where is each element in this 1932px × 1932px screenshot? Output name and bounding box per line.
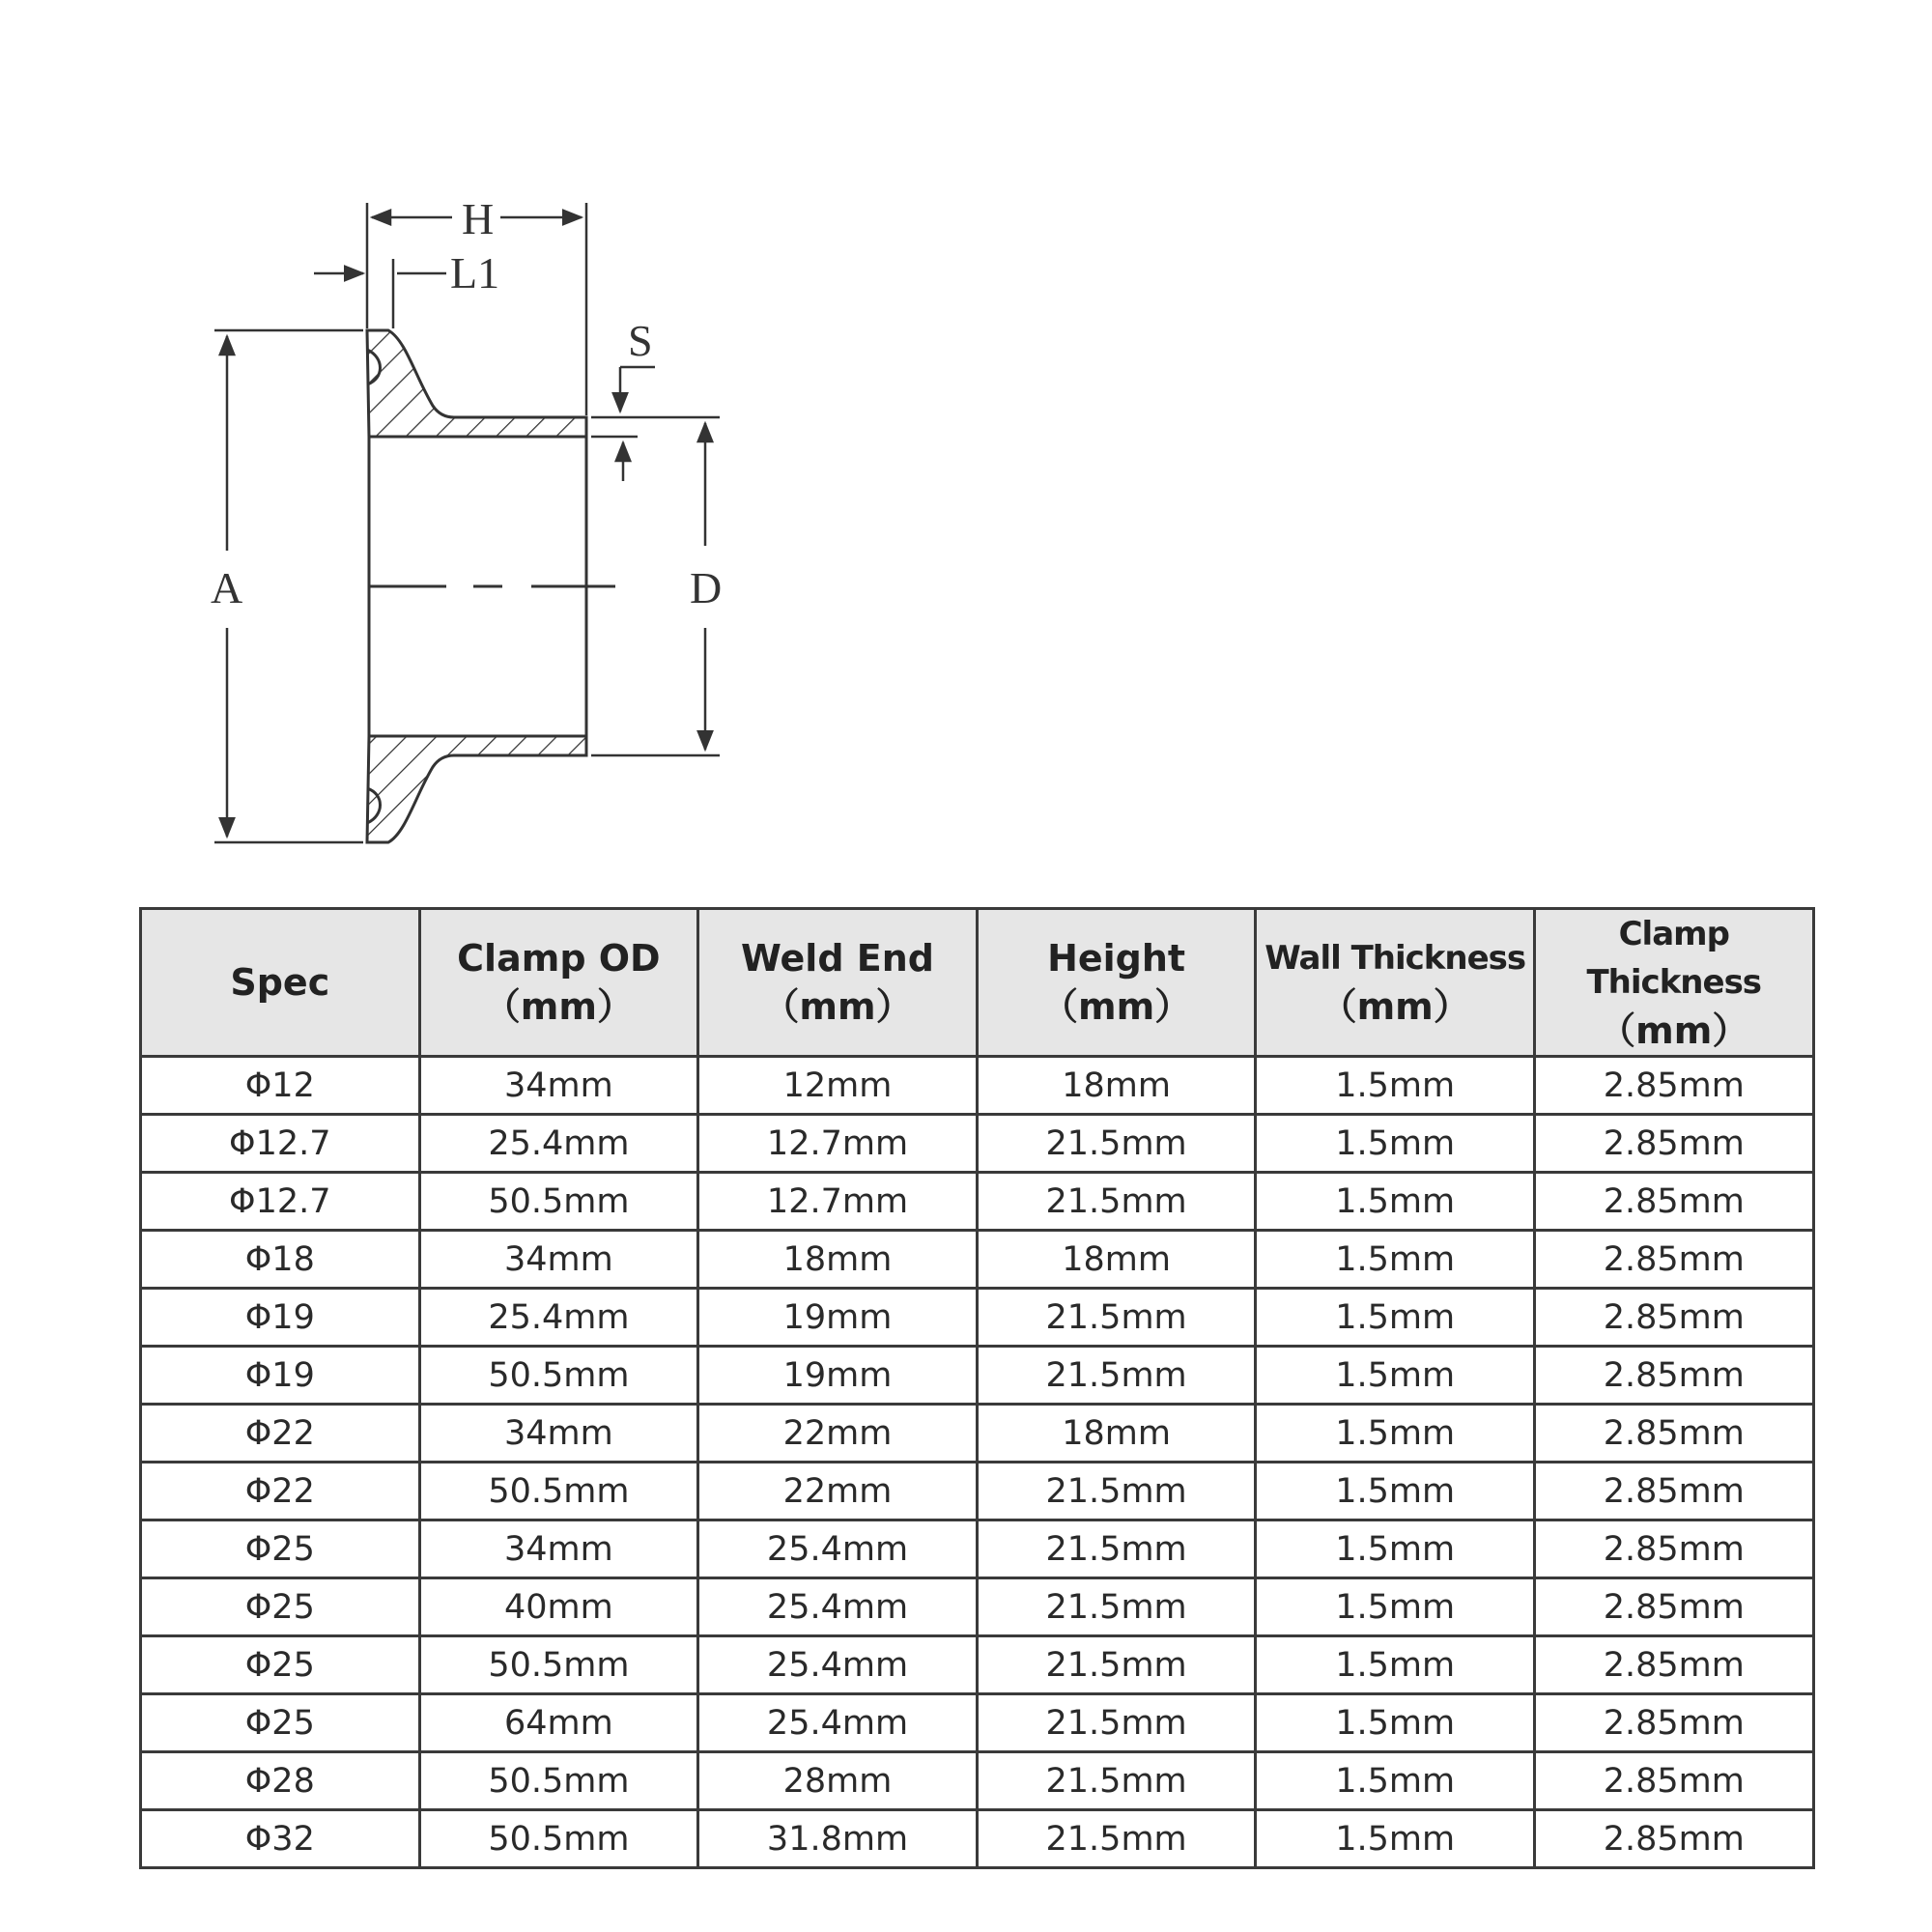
cell-weld-end: 19mm xyxy=(698,1289,978,1347)
cell-height: 21.5mm xyxy=(977,1173,1256,1231)
cell-height: 21.5mm xyxy=(977,1520,1256,1578)
table-row xyxy=(141,1405,1814,1463)
cell-weld-end: 18mm xyxy=(698,1231,978,1289)
table-row xyxy=(141,1636,1814,1694)
cell-spec: Φ12 xyxy=(141,1057,420,1115)
header-clamp-thickness xyxy=(1534,909,1813,1057)
cell-height: 21.5mm xyxy=(977,1289,1256,1347)
cell-weld-end: 25.4mm xyxy=(698,1636,978,1694)
cell-spec: Φ32 xyxy=(141,1810,420,1868)
cell-clamp-thickness: 2.85mm xyxy=(1534,1578,1813,1636)
header-name: Wall Thickness xyxy=(1264,939,1526,978)
cell-weld-end: 31.8mm xyxy=(698,1810,978,1868)
cell-weld-end: 19mm xyxy=(698,1347,978,1405)
cell-clamp-thickness: 2.85mm xyxy=(1534,1347,1813,1405)
cell-wall-thickness: 1.5mm xyxy=(1256,1520,1535,1578)
table-row xyxy=(141,1115,1814,1173)
cell-spec: Φ28 xyxy=(141,1752,420,1810)
label-h: H xyxy=(462,194,495,243)
cell-height: 18mm xyxy=(977,1057,1256,1115)
cell-weld-end: 12mm xyxy=(698,1057,978,1115)
label-d: D xyxy=(690,563,723,612)
header-name: Clamp OD xyxy=(457,937,661,980)
cell-clamp-thickness: 2.85mm xyxy=(1534,1694,1813,1752)
cell-weld-end: 25.4mm xyxy=(698,1520,978,1578)
table-header-row xyxy=(141,909,1814,1057)
header-unit: （mm） xyxy=(762,985,913,1028)
cell-wall-thickness: 1.5mm xyxy=(1256,1231,1535,1289)
cell-height: 21.5mm xyxy=(977,1347,1256,1405)
cell-clamp-od: 25.4mm xyxy=(419,1289,698,1347)
cell-height: 21.5mm xyxy=(977,1810,1256,1868)
cell-height: 18mm xyxy=(977,1405,1256,1463)
cell-clamp-thickness: 2.85mm xyxy=(1534,1810,1813,1868)
cell-height: 21.5mm xyxy=(977,1578,1256,1636)
cell-wall-thickness: 1.5mm xyxy=(1256,1347,1535,1405)
cell-weld-end: 28mm xyxy=(698,1752,978,1810)
table-row xyxy=(141,1578,1814,1636)
cell-clamp-thickness: 2.85mm xyxy=(1534,1231,1813,1289)
table-row xyxy=(141,1520,1814,1578)
ferrule-drawing xyxy=(0,0,1932,869)
cell-height: 21.5mm xyxy=(977,1636,1256,1694)
cell-weld-end: 12.7mm xyxy=(698,1115,978,1173)
cell-clamp-od: 34mm xyxy=(419,1405,698,1463)
cell-wall-thickness: 1.5mm xyxy=(1256,1057,1535,1115)
cell-weld-end: 22mm xyxy=(698,1405,978,1463)
header-spec xyxy=(141,909,420,1057)
table-row xyxy=(141,1057,1814,1115)
cell-spec: Φ25 xyxy=(141,1520,420,1578)
cell-clamp-thickness: 2.85mm xyxy=(1534,1520,1813,1578)
cell-wall-thickness: 1.5mm xyxy=(1256,1289,1535,1347)
cell-weld-end: 25.4mm xyxy=(698,1578,978,1636)
table-row xyxy=(141,1694,1814,1752)
cell-clamp-thickness: 2.85mm xyxy=(1534,1173,1813,1231)
cell-clamp-od: 50.5mm xyxy=(419,1173,698,1231)
header-height xyxy=(977,909,1256,1057)
cell-clamp-od: 50.5mm xyxy=(419,1810,698,1868)
cell-wall-thickness: 1.5mm xyxy=(1256,1752,1535,1810)
cell-clamp-od: 50.5mm xyxy=(419,1752,698,1810)
label-s: S xyxy=(628,316,653,365)
cell-clamp-od: 50.5mm xyxy=(419,1347,698,1405)
cell-clamp-od: 64mm xyxy=(419,1694,698,1752)
cell-clamp-od: 50.5mm xyxy=(419,1463,698,1520)
cell-wall-thickness: 1.5mm xyxy=(1256,1405,1535,1463)
label-a: A xyxy=(211,563,243,612)
table-row xyxy=(141,1463,1814,1520)
cell-wall-thickness: 1.5mm xyxy=(1256,1636,1535,1694)
header-unit: （mm） xyxy=(1320,985,1470,1028)
cell-clamp-od: 25.4mm xyxy=(419,1115,698,1173)
cell-clamp-thickness: 2.85mm xyxy=(1534,1057,1813,1115)
cell-clamp-thickness: 2.85mm xyxy=(1534,1752,1813,1810)
cell-spec: Φ19 xyxy=(141,1347,420,1405)
table-row xyxy=(141,1347,1814,1405)
cell-wall-thickness: 1.5mm xyxy=(1256,1115,1535,1173)
spec-table xyxy=(139,907,1815,1869)
cell-clamp-od: 34mm xyxy=(419,1520,698,1578)
cell-wall-thickness: 1.5mm xyxy=(1256,1578,1535,1636)
header-unit: （mm） xyxy=(1599,1009,1749,1052)
cell-clamp-thickness: 2.85mm xyxy=(1534,1636,1813,1694)
cell-clamp-thickness: 2.85mm xyxy=(1534,1289,1813,1347)
cell-wall-thickness: 1.5mm xyxy=(1256,1173,1535,1231)
cell-spec: Φ12.7 xyxy=(141,1173,420,1231)
cell-height: 18mm xyxy=(977,1231,1256,1289)
table-row xyxy=(141,1289,1814,1347)
cell-weld-end: 12.7mm xyxy=(698,1173,978,1231)
cell-spec: Φ12.7 xyxy=(141,1115,420,1173)
cell-wall-thickness: 1.5mm xyxy=(1256,1694,1535,1752)
header-weld-end xyxy=(698,909,978,1057)
header-name: Clamp Thickness xyxy=(1586,915,1762,1002)
cell-spec: Φ25 xyxy=(141,1694,420,1752)
header-clamp-od xyxy=(419,909,698,1057)
cell-spec: Φ22 xyxy=(141,1405,420,1463)
cell-clamp-thickness: 2.85mm xyxy=(1534,1405,1813,1463)
table-row xyxy=(141,1173,1814,1231)
cell-clamp-od: 50.5mm xyxy=(419,1636,698,1694)
cell-height: 21.5mm xyxy=(977,1463,1256,1520)
cell-clamp-od: 34mm xyxy=(419,1057,698,1115)
cell-clamp-od: 40mm xyxy=(419,1578,698,1636)
cell-spec: Φ22 xyxy=(141,1463,420,1520)
table-body xyxy=(141,1057,1814,1868)
cell-weld-end: 22mm xyxy=(698,1463,978,1520)
cell-clamp-thickness: 2.85mm xyxy=(1534,1463,1813,1520)
cell-clamp-thickness: 2.85mm xyxy=(1534,1115,1813,1173)
header-wall-thickness xyxy=(1256,909,1535,1057)
cell-height: 21.5mm xyxy=(977,1115,1256,1173)
cell-spec: Φ25 xyxy=(141,1636,420,1694)
header-unit: （mm） xyxy=(1040,985,1192,1028)
label-l1: L1 xyxy=(450,248,500,298)
table-row xyxy=(141,1231,1814,1289)
table-row xyxy=(141,1810,1814,1868)
table-row xyxy=(141,1752,1814,1810)
cell-wall-thickness: 1.5mm xyxy=(1256,1810,1535,1868)
cell-clamp-od: 34mm xyxy=(419,1231,698,1289)
cell-height: 21.5mm xyxy=(977,1694,1256,1752)
cell-spec: Φ25 xyxy=(141,1578,420,1636)
cell-spec: Φ18 xyxy=(141,1231,420,1289)
cell-weld-end: 25.4mm xyxy=(698,1694,978,1752)
cell-height: 21.5mm xyxy=(977,1752,1256,1810)
header-name: Weld End xyxy=(740,937,934,980)
cell-spec: Φ19 xyxy=(141,1289,420,1347)
cell-wall-thickness: 1.5mm xyxy=(1256,1463,1535,1520)
header-unit: （mm） xyxy=(483,985,634,1028)
header-name: Spec xyxy=(230,961,330,1004)
header-name: Height xyxy=(1047,937,1186,980)
ferrule-section xyxy=(367,330,615,842)
